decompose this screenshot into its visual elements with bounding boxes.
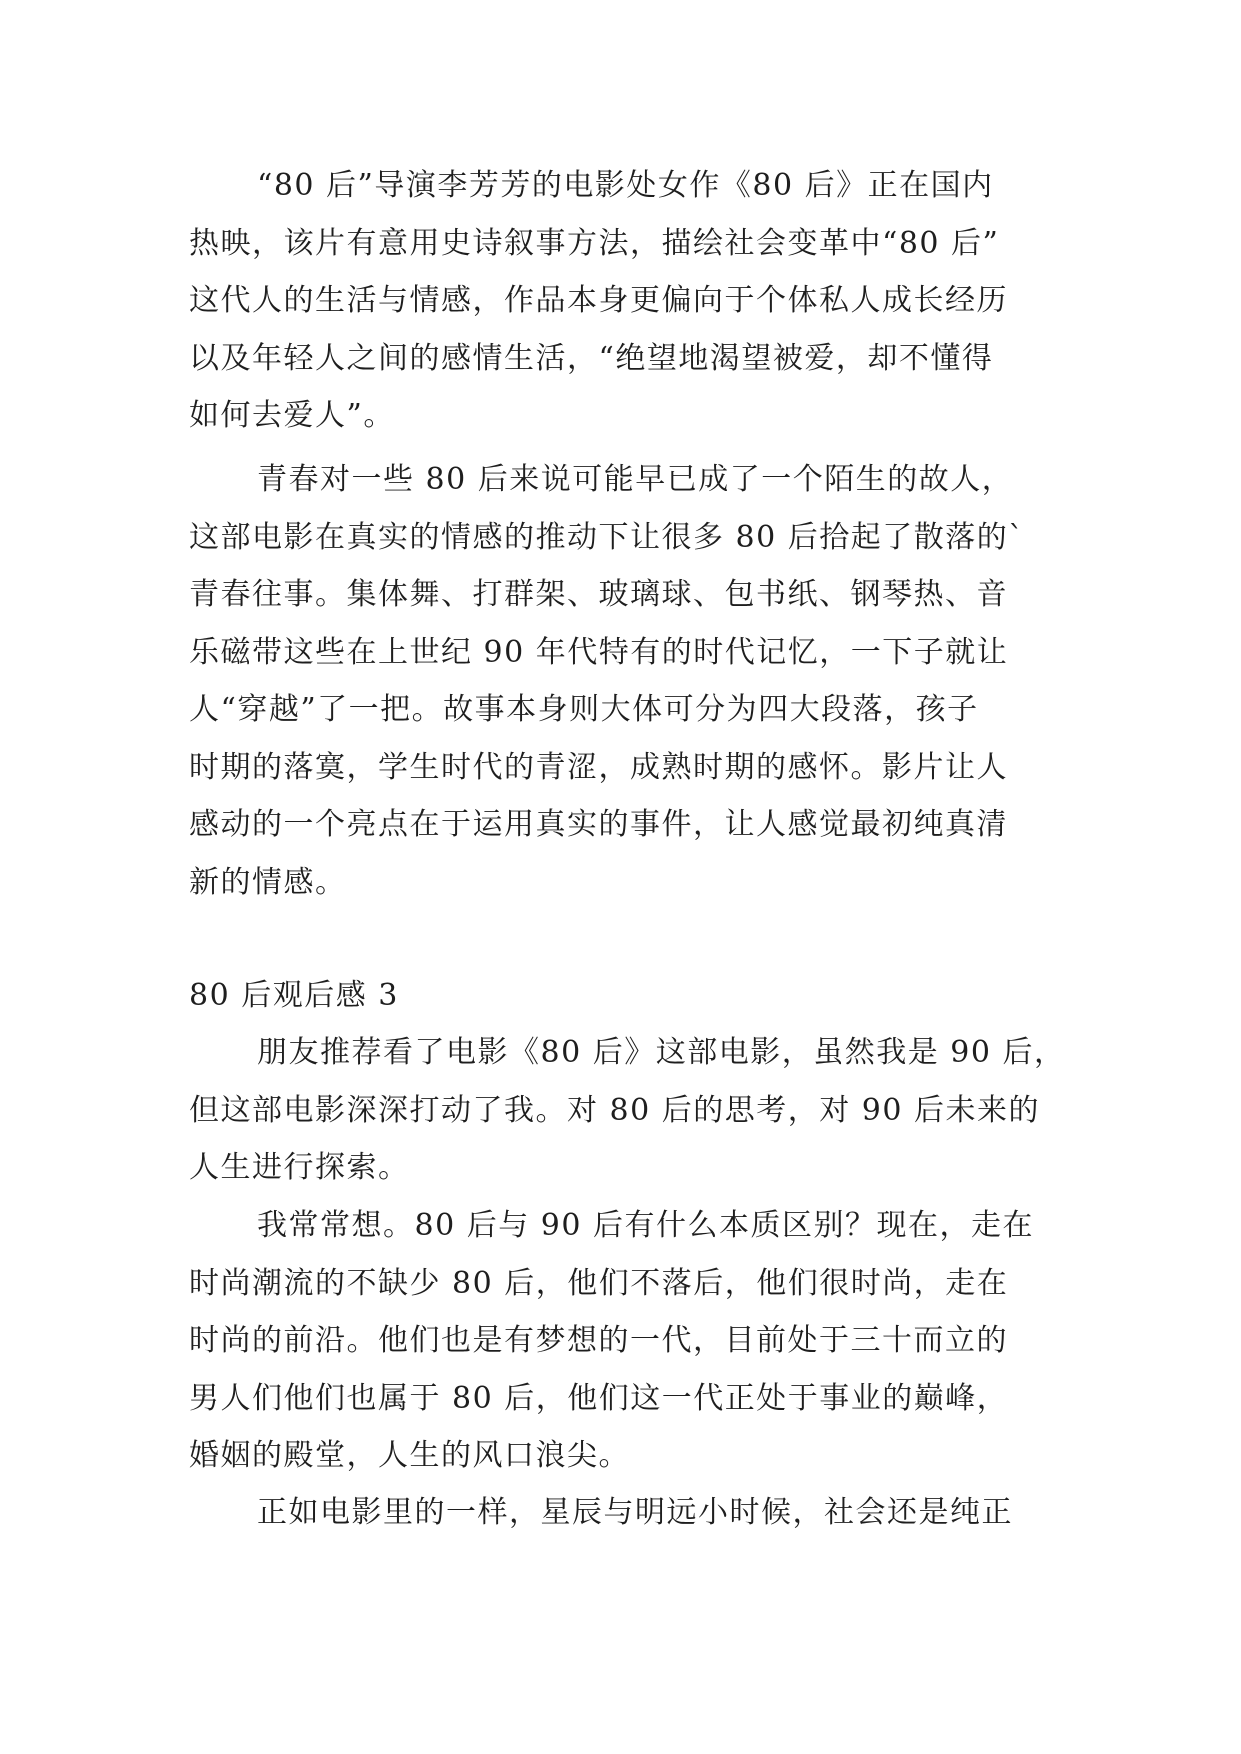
paragraph-line: 这部电影在真实的情感的推动下让很多 80 后拾起了散落的`	[189, 519, 1025, 555]
paragraph-line: 时尚潮流的不缺少 80 后，他们不落后，他们很时尚，走在	[189, 1265, 1009, 1301]
paragraph-line: 青春往事。集体舞、打群架、玻璃球、包书纸、钢琴热、音	[189, 577, 1008, 612]
paragraph-line: 时尚的前沿。他们也是有梦想的一代，目前处于三十而立的	[189, 1323, 1008, 1358]
paragraph-line: 热映，该片有意用史诗叙事方法，描绘社会变革中“80 后”	[189, 225, 1000, 261]
paragraph-line: “80 后”导演李芳芳的电影处女作《80 后》正在国内	[257, 168, 994, 203]
paragraph-5	[189, 1484, 1049, 1542]
paragraph-2	[189, 451, 1049, 911]
paragraph-line: 正如电影里的一样，星辰与明远小时候，社会还是纯正	[257, 1495, 1013, 1530]
paragraph-line: 人“穿越”了一把。故事本身则大体可分为四大段落，孩子	[189, 692, 979, 727]
paragraph-line: 人生进行探索。	[189, 1150, 410, 1185]
paragraph-3	[189, 1024, 1066, 1197]
paragraph-line: 这代人的生活与情感，作品本身更偏向于个体私人成长经历	[189, 283, 1008, 318]
paragraph-line: 感动的一个亮点在于运用真实的事件，让人感觉最初纯真清	[189, 807, 1008, 842]
paragraph-line: 男人们他们也属于 80 后，他们这一代正处于事业的巅峰，	[189, 1380, 1009, 1416]
paragraph-line: 我常常想。80 后与 90 后有什么本质区别？现在，走在	[257, 1208, 1034, 1243]
paragraph-line: 以及年轻人之间的感情生活，“绝望地渴望被爱，却不懂得	[189, 340, 994, 376]
paragraph-line: 新的情感。	[189, 864, 347, 900]
paragraph-line: 时期的落寞，学生时代的青涩，成熟时期的感怀。影片让人	[189, 749, 1008, 785]
paragraph-1	[189, 157, 1049, 445]
paragraph-line: 但这部电影深深打动了我。对 80 后的思考，对 90 后未来的	[189, 1092, 1040, 1128]
paragraph-line: 乐磁带这些在上世纪 90 年代特有的时代记忆，一下子就让	[189, 634, 1009, 670]
paragraph-4	[189, 1197, 1049, 1485]
paragraph-line: 如何去爱人”。	[189, 398, 395, 433]
paragraph-line: 朋友推荐看了电影《80 后》这部电影，虽然我是 90 后，	[257, 1035, 1066, 1070]
paragraph-line: 青春对一些 80 后来说可能早已成了一个陌生的故人，	[257, 462, 1014, 497]
section-heading: 80 后观后感 3	[189, 978, 399, 1013]
paragraph-line: 婚姻的殿堂，人生的风口浪尖。	[189, 1438, 630, 1473]
